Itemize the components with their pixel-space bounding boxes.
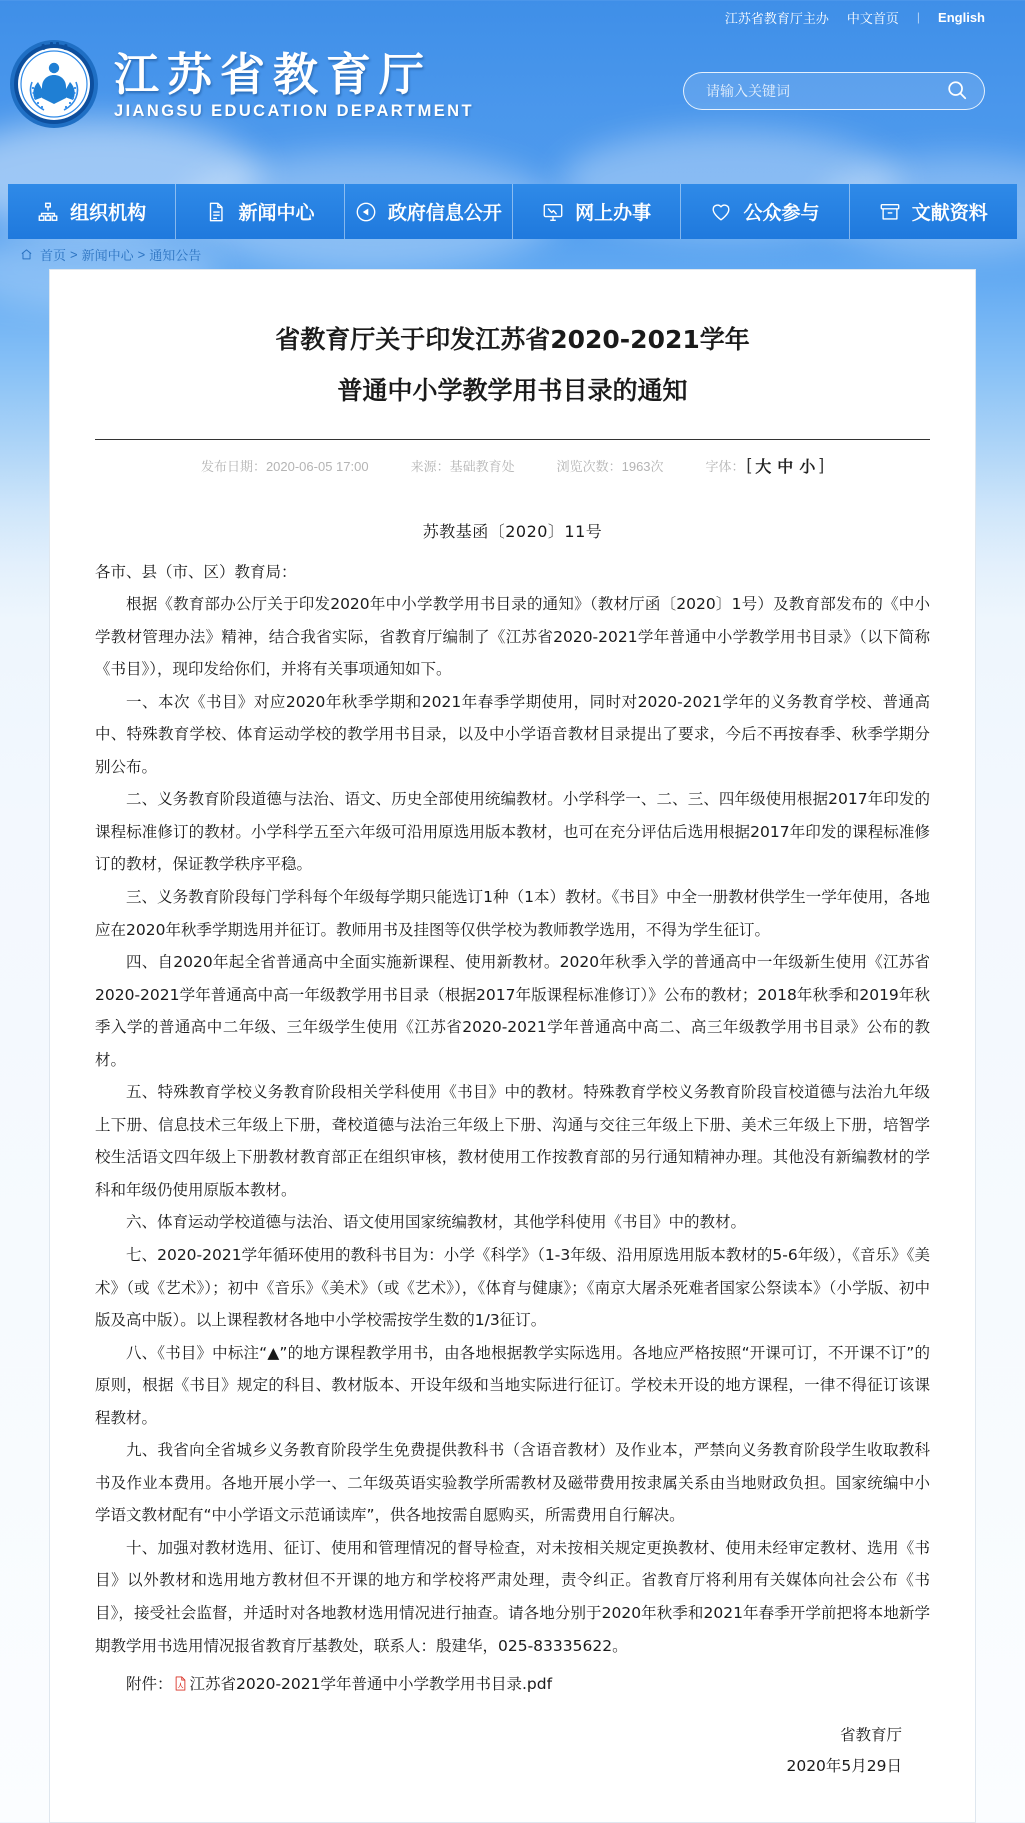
attachment-link[interactable] xyxy=(173,1672,553,1694)
heart-icon xyxy=(710,201,732,223)
breadcrumb-item-notices[interactable]: 通知公告 xyxy=(149,247,202,263)
megaphone-icon xyxy=(355,201,377,223)
page-title-line1: 省教育厅关于印发江苏省2020-2021学年 xyxy=(275,325,750,354)
bracket-right: ] xyxy=(819,455,825,474)
svg-text:人: 人 xyxy=(177,1682,183,1689)
article-source: 来源：基础教育处 xyxy=(410,458,515,474)
article-meta xyxy=(95,439,930,477)
breadcrumb-item-home[interactable]: 首页 xyxy=(40,247,67,263)
article-body xyxy=(95,556,930,1663)
article-paragraph: 二、义务教育阶段道德与法治、语文、历史全部使用统编教材。小学科学一、二、三、四年级使用根据2017年印发的课程标准修订的教材。小学科学五至六年级可沿用原选用版本教材，也可在充分评估后选用根据2017年印发的课程标准修订的教材，保证教学秩序平稳。 xyxy=(95,790,930,874)
site-header xyxy=(0,34,1025,184)
font-size-medium-button[interactable]: 中 xyxy=(777,456,794,476)
font-size-small-button[interactable]: 小 xyxy=(799,456,816,476)
nav-label: 公众参与 xyxy=(743,202,820,224)
breadcrumb-item-news-center[interactable]: 新闻中心 xyxy=(81,247,134,263)
archive-box-icon xyxy=(879,201,901,223)
nav-item-online-service[interactable] xyxy=(513,184,681,239)
breadcrumb-separator: > xyxy=(137,246,146,262)
breadcrumb-separator: > xyxy=(70,246,78,262)
article-paragraph: 十、加强对教材选用、征订、使用和管理情况的督导检查，对未按相关规定更换教材、使用未经审定教材、选用《书目》以外教材和选用地方教材但不开课的地方和学校将严肃处理，责令纠正。省教育厅将利用有关媒体向社会公布《书目》，接受社会监督，并适时对各地教材选用情况进行抽查。请各地分别于2020年秋季和2021年春季开学前把将本地新学期教学用书选用情况报省教育厅基教处，联系人：殷建华，025-83335622。 xyxy=(95,1538,930,1655)
article-paragraph: 根据《教育部办公厅关于印发2020年中小学教学用书目录的通知》（教材厅函〔2020〕1号）及教育部发布的《中小学教材管理办法》精神，结合我省实际，省教育厅编制了《江苏省2020-2021学年普通中小学教学用书目录》（以下简称《书目》），现印发给你们，并将有关事项通知如下。 xyxy=(95,595,930,679)
main-navigation xyxy=(0,184,1025,239)
nav-label: 政府信息公开 xyxy=(387,202,502,224)
search-input[interactable] xyxy=(706,83,944,99)
org-chart-icon xyxy=(37,201,59,223)
pdf-file-icon xyxy=(173,1675,188,1692)
nav-label: 网上办事 xyxy=(575,202,652,224)
nav-label: 文献资料 xyxy=(911,202,988,224)
attachment-row xyxy=(95,1672,930,1694)
page-title xyxy=(95,314,930,417)
english-link[interactable]: English xyxy=(938,9,985,25)
article-card xyxy=(49,269,976,1823)
font-size-label: 字体： xyxy=(705,458,745,474)
top-utility-bar xyxy=(0,0,1025,34)
salutation: 各市、县（市、区）教育局： xyxy=(95,562,297,581)
attachment-filename: 江苏省2020-2021学年普通中小学教学用书目录.pdf xyxy=(189,1675,553,1694)
document-number: 苏教基函〔2020〕11号 xyxy=(422,521,603,541)
logo-text-block xyxy=(114,47,474,121)
nav-item-public-participation[interactable] xyxy=(681,184,849,239)
article-paragraph: 七、2020-2021学年循环使用的教科书目为：小学《科学》（1-3年级、沿用原选用版本教材的5-6年级），《音乐》《美术》（或《艺术》）；初中《音乐》《美术》（或《艺术》），《体育与健康》；《南京大屠杀死难者国家公祭读本》（小学版、初中版及高中版）。以上课程教材各地中小学校需按学生数的1/3征订。 xyxy=(95,1245,930,1330)
search-box[interactable] xyxy=(683,72,985,110)
jiangsu-education-emblem-icon xyxy=(8,38,100,130)
article-paragraph: 八、《书目》中标注“▲”的地方课程教学用书，由各地根据教学实际选用。各地应严格按照“开课可订，不开课不订”的原则，根据《书目》规定的科目、教材版本、开设年级和当地实际进行征订。学校未开设的地方课程，一律不得征订该课程教材。 xyxy=(95,1343,930,1427)
article-paragraph: 一、本次《书目》对应2020年秋季学期和2021年春季学期使用，同时对2020-2021学年的义务教育学校、普通高中、特殊教育学校、体育运动学校的教学用书目录，以及中小学语音教材目录提出了要求，今后不再按春季、秋季学期分别公布。 xyxy=(95,692,930,776)
nav-item-news-center[interactable] xyxy=(176,184,344,239)
monitor-icon xyxy=(542,201,564,223)
article-paragraph: 四、自2020年起全省普通高中全面实施新课程、使用新教材。2020年秋季入学的普通高中一年级新生使用《江苏省2020-2021学年普通高中高一年级教学用书目录（根据2017年版课程标准修订）》公布的教材；2018年秋季和2019年秋季入学的普通高中二年级、三年级学生使用《江苏省2020-2021学年普通高中高二、高三年级教学用书目录》公布的教材。 xyxy=(95,953,930,1069)
topbar-separator: | xyxy=(916,10,921,24)
document-icon xyxy=(205,201,227,223)
article-paragraph: 六、体育运动学校道德与法治、语文使用国家统编教材，其他学科使用《书目》中的教材。 xyxy=(126,1213,747,1232)
search-button[interactable] xyxy=(944,78,970,104)
publish-date: 发布日期：2020-06-05 17:00 xyxy=(200,458,369,474)
article-paragraph: 三、义务教育阶段每门学科每个年级每学期只能选订1种（1本）教材。《书目》中全一册教材供学生一学年使用，各地应在2020年秋季学期选用并征订。教师用书及挂图等仅供学校为教师教学选用，不得为学生征订。 xyxy=(95,887,930,939)
bracket-left: [ xyxy=(746,455,752,474)
signature-date: 2020年5月29日 xyxy=(786,1757,902,1776)
font-size-selector xyxy=(706,454,825,477)
nav-label: 组织机构 xyxy=(70,202,147,224)
view-count: 浏览次数：1963次 xyxy=(556,458,664,474)
signature-block xyxy=(95,1720,930,1782)
page-title-line2: 普通中小学教学用书目录的通知 xyxy=(337,376,688,406)
chinese-home-link[interactable]: 中文首页 xyxy=(846,10,899,26)
article-paragraph: 五、特殊教育学校义务教育阶段相关学科使用《书目》中的教材。特殊教育学校义务教育阶段盲校道德与法治九年级上下册、信息技术三年级上下册，聋校道德与法治三年级上下册、沟通与交往三年级上下册、美术三年级上下册，培智学校生活语文四年级上下册教材教育部正在组织审核，教材使用工作按教育部的另行通知精神办理。其他没有新编教材的学科和年级仍使用原版本教材。 xyxy=(95,1083,930,1199)
logo-title-en: JIANGSU EDUCATION DEPARTMENT xyxy=(114,101,474,120)
site-host-label: 江苏省教育厅主办 xyxy=(724,10,829,26)
nav-item-documents[interactable] xyxy=(850,184,1017,239)
logo-title-cn: 江苏省教育厅 xyxy=(114,48,433,102)
font-size-large-button[interactable]: 大 xyxy=(755,456,772,476)
attachment-label: 附件： xyxy=(126,1675,173,1694)
signer-name: 省教育厅 xyxy=(839,1726,902,1745)
nav-item-organization[interactable] xyxy=(8,184,176,239)
nav-item-gov-info-disclosure[interactable] xyxy=(345,184,513,239)
breadcrumb xyxy=(0,239,1025,269)
article-paragraph: 九、我省向全省城乡义务教育阶段学生免费提供教科书（含语音教材）及作业本，严禁向义务教育阶段学生收取教科书及作业本费用。各地开展小学一、二年级英语实验教学所需教材及磁带费用按隶属关系由当地财政负担。国家统编中小学语文教材配有“中小学语文示范诵读库”，供各地按需自愿购买，所需费用自行解决。 xyxy=(95,1441,930,1525)
site-logo[interactable] xyxy=(8,38,474,130)
nav-label: 新闻中心 xyxy=(238,202,315,224)
search-icon xyxy=(946,79,968,104)
home-icon xyxy=(20,248,33,261)
